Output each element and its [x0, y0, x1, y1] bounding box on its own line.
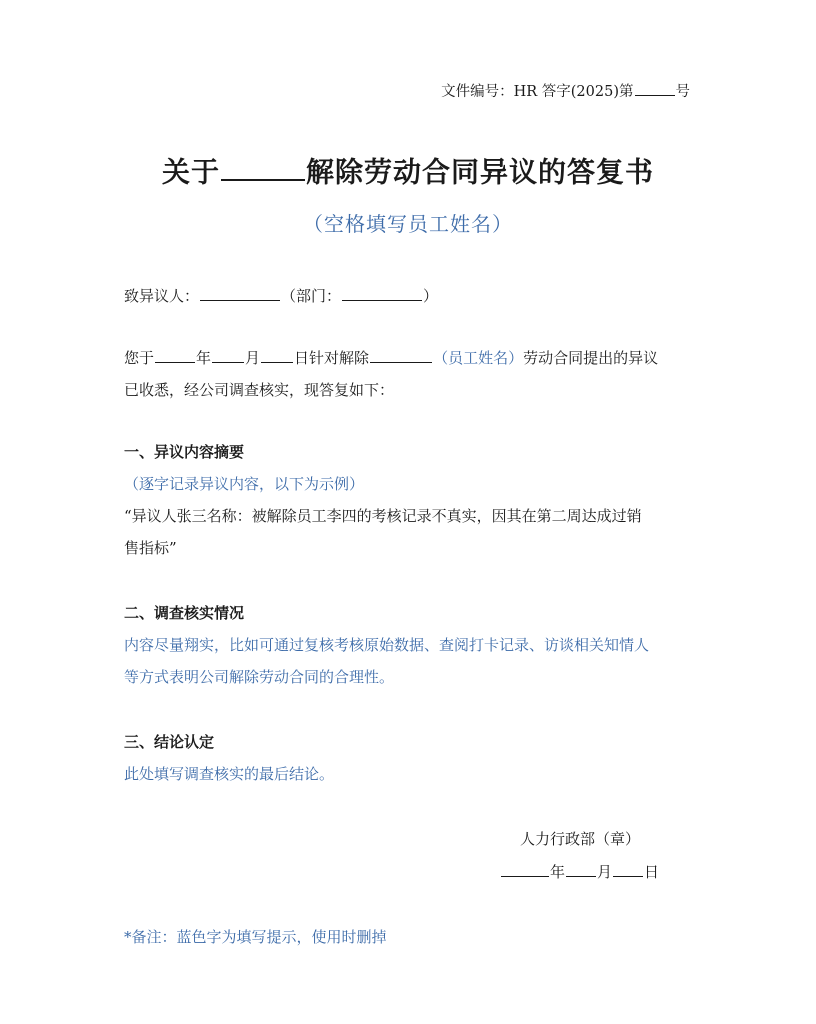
title-hint: （空格填写员工姓名）	[303, 212, 513, 236]
file-number	[441, 80, 690, 101]
intro-employee-blank[interactable]	[370, 347, 432, 363]
signature-month-blank[interactable]	[566, 861, 596, 877]
title-suffix: 解除劳动合同异议的答复书	[306, 155, 655, 189]
section-3-line-1: 此处填写调查核实的最后结论。	[124, 765, 335, 783]
signature-year-blank[interactable]	[501, 861, 549, 877]
dept-blank[interactable]	[342, 285, 422, 301]
section-1-hint: （逐字记录异议内容，以下为示例）	[124, 475, 365, 493]
intro-day-blank[interactable]	[261, 347, 293, 363]
signature-month-label: 月	[597, 863, 613, 881]
footnote: *备注：蓝色字为填写提示，使用时删掉	[124, 928, 387, 946]
title-name-blank[interactable]	[221, 150, 305, 181]
signature-year-label: 年	[550, 863, 566, 881]
intro-year-blank[interactable]	[155, 347, 195, 363]
section-1-quote-line-1: “异议人张三名称：被解除员工李四的考核记录不真实，因其在第二周达成过销	[124, 507, 642, 525]
document-title	[0, 150, 816, 190]
section-2-line-1: 内容尽量翔实，比如可通过复核考核原始数据、查阅打卡记录、访谈相关知情人	[124, 636, 650, 654]
intro-line-1	[124, 342, 694, 374]
intro-employee-hint: （员工姓名）	[433, 349, 524, 367]
section-2-heading: 二、调查核实情况	[124, 604, 245, 622]
addressee-line	[124, 285, 438, 306]
intro-year-label: 年	[196, 349, 212, 367]
section-1	[124, 436, 694, 564]
section-1-heading: 一、异议内容摘要	[124, 443, 245, 461]
section-3-heading: 三、结论认定	[124, 733, 215, 751]
addressee-label: 致异议人：	[124, 287, 200, 305]
intro-day-label: 日针对解除	[294, 349, 370, 367]
section-2-line-2: 等方式表明公司解除劳动合同的合理性。	[124, 668, 395, 686]
signature-dept: 人力行政部（章）	[520, 830, 641, 848]
section-2	[124, 597, 694, 693]
intro-line-2: 已收悉，经公司调查核实，现答复如下：	[124, 381, 395, 399]
file-number-suffix: 号	[675, 84, 690, 100]
file-number-blank[interactable]	[635, 81, 675, 97]
section-1-quote-line-2: 售指标”	[124, 539, 177, 557]
signature-day-blank[interactable]	[613, 861, 643, 877]
file-number-prefix: 文件编号：HR 答字(2025)第	[441, 84, 634, 100]
dept-close: ）	[423, 287, 439, 305]
intro-text: 您于	[124, 349, 155, 367]
signature-day-label: 日	[644, 863, 660, 881]
intro-text-2: 劳动合同提出的异议	[523, 349, 659, 367]
intro-paragraph	[124, 342, 694, 406]
intro-month-blank[interactable]	[212, 347, 244, 363]
section-3	[124, 726, 694, 790]
intro-month-label: 月	[245, 349, 261, 367]
addressee-name-blank[interactable]	[200, 285, 280, 301]
title-prefix: 关于	[161, 155, 220, 189]
signature-date	[500, 861, 659, 882]
dept-label: （部门：	[281, 287, 342, 305]
